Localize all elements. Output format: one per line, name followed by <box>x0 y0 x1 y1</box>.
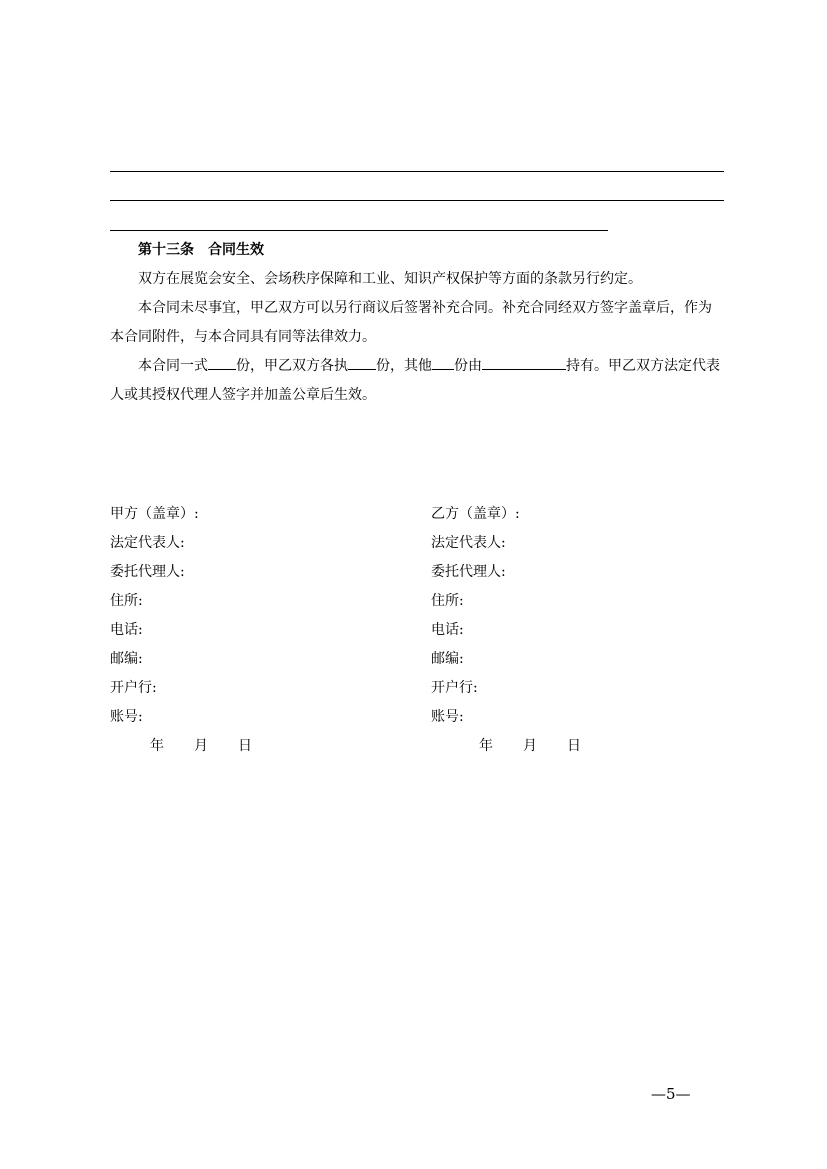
fill-line-1 <box>110 171 724 172</box>
party-a-phone: 电话: <box>110 622 143 638</box>
copies-text-b: 份，甲乙双方各执 <box>236 358 348 374</box>
party-b-name: 乙方（盖章）: <box>431 506 520 522</box>
party-b-phone: 电话: <box>431 622 464 638</box>
fill-line-3 <box>110 230 608 231</box>
party-a-date <box>110 732 252 761</box>
party-b-date <box>431 732 581 761</box>
holder-blank <box>482 355 566 370</box>
party-b-postcode: 邮编: <box>431 651 464 667</box>
party-b-bank: 开户行: <box>431 680 478 696</box>
party-a-account: 账号: <box>110 709 143 725</box>
party-a-name: 甲方（盖章）: <box>110 506 199 522</box>
copies-text-c: 份，其他 <box>376 358 432 374</box>
copies-each-blank <box>348 355 376 370</box>
party-a-year: 年 <box>150 738 164 754</box>
party-b-day: 日 <box>567 738 581 754</box>
copies-total-blank <box>208 355 236 370</box>
party-a-bank: 开户行: <box>110 680 157 696</box>
article-paragraph-1: 双方在展览会安全、会场秩序保障和工业、知识产权保护等方面的条款另行约定。 <box>138 271 642 287</box>
party-b-month: 月 <box>523 738 537 754</box>
party-b-address: 住所: <box>431 593 464 609</box>
article-13 <box>110 236 724 410</box>
copies-text-e: 持有。甲乙双方法定代表人或其授权代理人签字并加盖公章后生效。 <box>110 358 720 403</box>
page-number: —5— <box>651 1085 691 1103</box>
copies-other-blank <box>432 355 454 370</box>
party-b-account: 账号: <box>431 709 464 725</box>
article-title: 第十三条 合同生效 <box>138 242 264 258</box>
party-a-address: 住所: <box>110 593 143 609</box>
party-b-year: 年 <box>479 738 493 754</box>
party-b-rep: 法定代表人: <box>431 535 506 551</box>
party-b-agent: 委托代理人: <box>431 564 506 580</box>
party-a-rep: 法定代表人: <box>110 535 185 551</box>
party-a-agent: 委托代理人: <box>110 564 185 580</box>
party-a-day: 日 <box>238 738 252 754</box>
copies-text-d: 份由 <box>454 358 482 374</box>
party-a-month: 月 <box>194 738 208 754</box>
party-b-signature-block <box>431 500 581 761</box>
article-paragraph-2: 本合同未尽事宜，甲乙双方可以另行商议后签署补充合同。补充合同经双方签字盖章后，作为本合同附件，与本合同具有同等法律效力。 <box>110 300 712 345</box>
fill-line-2 <box>110 200 724 201</box>
party-a-signature-block <box>110 500 252 761</box>
article-paragraph-3 <box>110 352 724 410</box>
party-a-postcode: 邮编: <box>110 651 143 667</box>
copies-text-a: 本合同一式 <box>138 358 208 374</box>
